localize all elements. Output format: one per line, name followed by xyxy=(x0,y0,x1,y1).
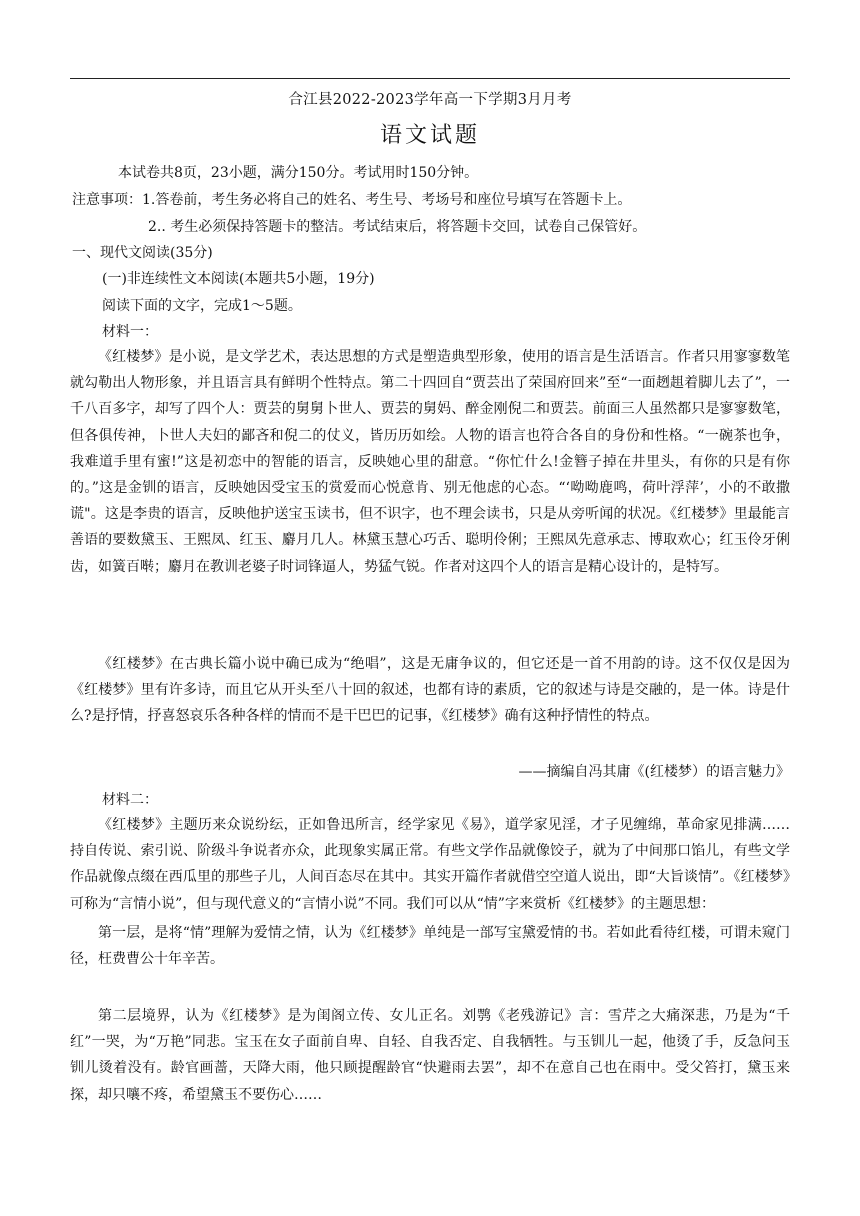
exam-title: 语文试题 xyxy=(379,123,480,148)
material-two-paragraph-3: 第二层境界，认为《红楼梦》是为闺阁立传、女儿正名。刘鹗《老残游记》言：雪芹之大痛深悲，乃是为“千红”一哭，为“万艳”同悲。宝玉在女子面前自卑、自轻、自我否定、自我牺牲。与玉钏儿一起，他烫了手，反急问玉钏儿烫着没有。龄官画蔷，天降大雨，他只顾提醒龄官“快避雨去罢”，却不在意自己也在雨中。受父笞打，黛玉来探，却只嚷不疼，希望黛玉不要伤心…… xyxy=(70,1008,790,1103)
material-one-paragraph-1: 《红楼梦》是小说，是文学艺术，表达思想的方式是塑造典型形象，使用的语言是生活语言。作者只用寥寥数笔就勾勒出人物形象，并且语言具有鲜明个性特点。第二十四回自“贾芸出了荣国府回来”至“一面趔趄着脚儿去了”，一千八百多字，却写了四个人：贾芸的舅舅卜世人、贾芸的舅妈、醉金刚倪二和贾芸。前面三人虽然都只是寥寥数笔，但各俱传神，卜世人夫妇的鄙吝和倪二的仗义，皆历历如绘。人物的语言也符合各自的身份和性格。“一碗茶也争，我难道手里有蜜!”这是初恋中的智能的语言，反映她心里的甜意。“你忙什么!金簪子掉在井里头，有你的只是有你的。”这是金钏的语言，反映她因受宝玉的赏爱而心悦意肯、别无他虑的心态。“‘呦呦鹿鸣，荷叶浮萍’，小的不敢撒谎"。这是李贵的语言，反映他护送宝玉读书，但不识字，也不理会读书，只是从旁听闻的状况。《红楼梦》里最能言善语的要数黛玉、王熙凤、红玉、麝月几人。林黛玉慧心巧舌、聪明伶俐；王熙凤先意承志、博取欢心；红玉伶牙俐齿，如簧百啭；麝月在教训老婆子时词锋逼人，势猛气锐。作者对这四个人的语言是精心设计的，是特写。 xyxy=(70,349,790,575)
notice-line-1: 注意事项：1.答卷前，考生务必将自己的姓名、考生号、考场号和座位号填写在答题卡上。 xyxy=(72,192,632,208)
material-two-paragraph-2: 第一层，是将“情”理解为爱情之情，认为《红楼梦》单纯是一部写宝黛爱情的书。若如此看待红楼，可谓未窥门径，枉费曹公十年辛苦。 xyxy=(70,925,790,968)
reading-instruction: 阅读下面的文字，完成1～5题。 xyxy=(102,298,302,314)
material-two-paragraph-1: 《红楼梦》主题历来众说纷纭，正如鲁迅所言，经学家见《易》，道学家见淫，才子见缠绵，革命家见排满……持自传说、索引说、阶级斗争说者亦众，此现象实属正常。有些文学作品就像饺子，就为了中间那口馅儿，有些文学作品就像点缀在西瓜里的那些子儿，人间百态尽在其中。其实开篇作者就借空空道人说出，即“大旨谈情”。《红楼梦》可称为“言情小说”，但与现代意义的“言情小说”不同。我们可以从“情”字来赏析《红楼梦》的主题思想： xyxy=(70,817,790,912)
material-one-source: ——摘编自冯其庸《(红楼梦）的语言魅力》 xyxy=(518,764,790,780)
material-one-label: 材料一： xyxy=(102,324,158,340)
exam-header: 合江县2022-2023学年高一下学期3月月考 xyxy=(288,92,572,108)
header-rule xyxy=(70,78,790,79)
notice-line-2: 2.. 考生必须保持答题卡的整洁。考试结束后，将答题卡交回，试卷自己保管好。 xyxy=(148,219,647,235)
material-one-paragraph-2: 《红楼梦》在古典长篇小说中确已成为“绝唱”，这是无庸争议的，但它还是一首不用韵的诗。这不仅仅是因为《红楼梦》里有许多诗，而且它从开头至八十回的叙述，也都有诗的素质，它的叙述与诗是交融的，是一体。诗是什么?是抒情，抒喜怒哀乐各种各样的情而不是干巴巴的记事，《红楼梦》确有这种抒情性的特点。 xyxy=(70,656,790,725)
section-heading: 一、现代文阅读(35分) xyxy=(72,245,213,261)
subsection-heading: (一)非连续性文本阅读(本题共5小题，19分) xyxy=(102,271,375,287)
material-two-label: 材料二： xyxy=(102,792,158,808)
exam-summary: 本试卷共8页，23小题，满分150分。考试用时150分钟。 xyxy=(118,165,479,181)
